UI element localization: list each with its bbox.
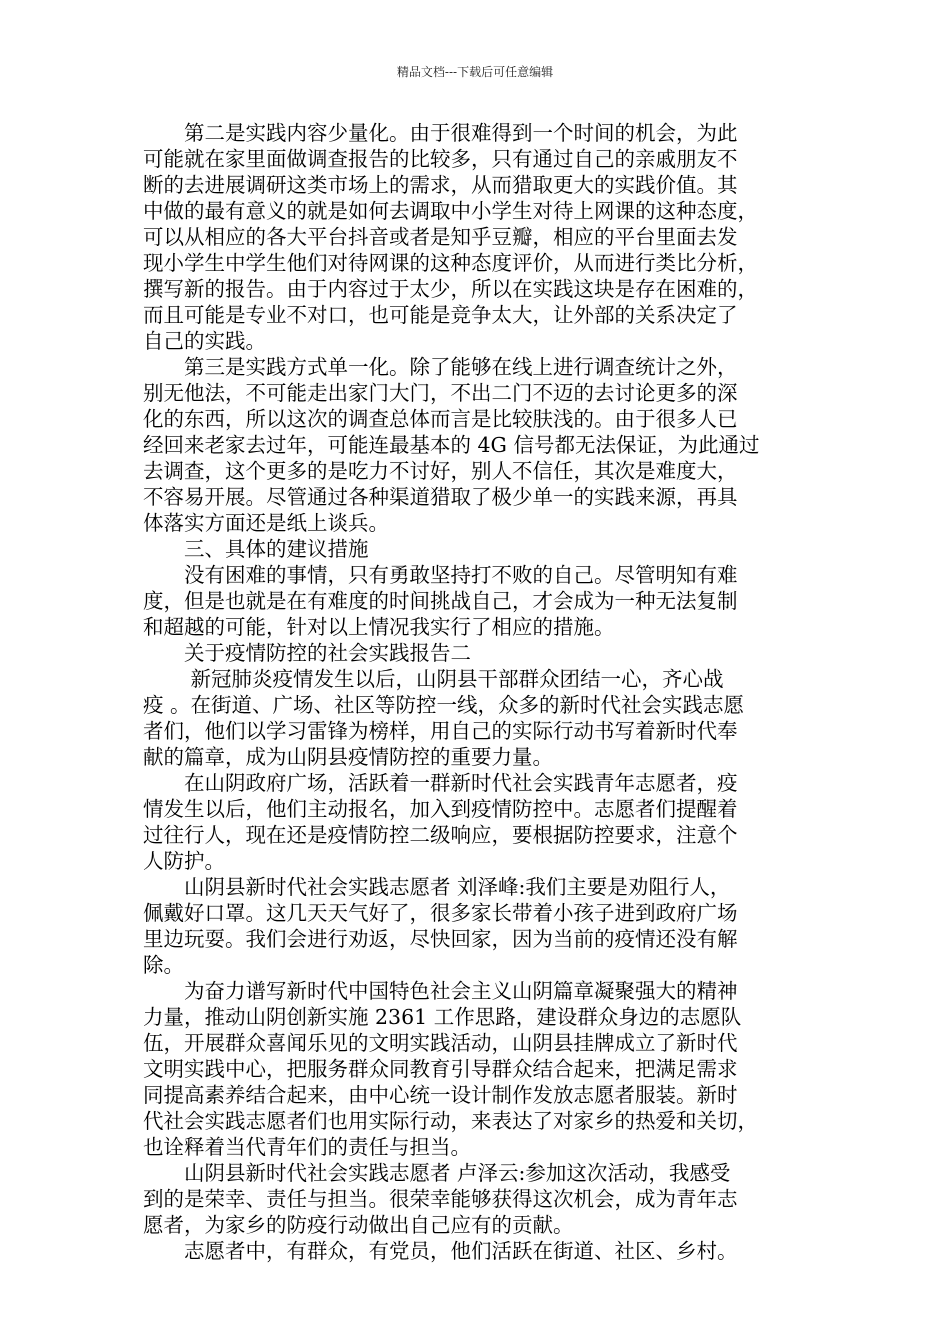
text-line: 撰写新的报告。由于内容过于太少，所以在实践这块是存在困难的， — [143, 277, 758, 301]
text-line: 化的东西，所以这次的调查总体而言是比较肤浅的。由于很多人已 — [143, 407, 738, 431]
text-line: 者们，他们以学习雷锋为榜样，用自己的实际行动书写着新时代奉 — [143, 719, 738, 743]
text-line: 现小学生中学生他们对待网课的这种态度评价，从而进行类比分析， — [143, 251, 758, 275]
text-line: 去调查，这个更多的是吃力不讨好，别人不信任，其次是难度大， — [143, 459, 738, 483]
text-line: 没有困难的事情，只有勇敢坚持打不败的自己。尽管明知有难 — [143, 563, 738, 587]
text-line: 不容易开展。尽管通过各种渠道猎取了极少单一的实践来源，再具 — [143, 485, 738, 509]
text-line: 第二是实践内容少量化。由于很难得到一个时间的机会，为此 — [143, 121, 738, 145]
text-line: 断的去进展调研这类市场上的需求，从而猎取更大的实践价值。其 — [143, 173, 738, 197]
text-line: 山阴县新时代社会实践志愿者 卢泽云:参加这次活动，我感受 — [143, 1161, 731, 1185]
text-line: 到的是荣幸、责任与担当。很荣幸能够获得这次机会，成为青年志 — [143, 1187, 738, 1211]
text-line: 新冠肺炎疫情发生以后，山阴县干部群众团结一心，齐心战 — [143, 667, 724, 691]
text-line: 除。 — [143, 953, 184, 977]
text-line: 代社会实践志愿者们也用实际行动，来表达了对家乡的热爱和关切， — [143, 1109, 758, 1133]
text-line: 同提高素养结合起来，由中心统一设计制作发放志愿者服装。新时 — [143, 1083, 738, 1107]
text-line: 过往行人，现在还是疫情防控二级响应，要根据防控要求，注意个 — [143, 823, 738, 847]
text-line: 三、具体的建议措施 — [143, 537, 369, 561]
text-line: 里边玩耍。我们会进行劝返，尽快回家，因为当前的疫情还没有解 — [143, 927, 738, 951]
text-line: 佩戴好口罩。这几天天气好了，很多家长带着小孩子进到政府广场 — [143, 901, 738, 925]
text-line: 为奋力谱写新时代中国特色社会主义山阴篇章凝聚强大的精神 — [143, 979, 738, 1003]
text-line: 体落实方面还是纸上谈兵。 — [143, 511, 389, 535]
page-header: 精品文档---下载后可任意编辑 — [396, 65, 554, 79]
text-line: 文明实践中心，把服务群众同教育引导群众结合起来，把满足需求 — [143, 1057, 738, 1081]
document-body — [143, 120, 807, 1264]
text-line: 度，但是也就是在有难度的时间挑战自己，才会成为一种无法复制 — [143, 589, 738, 613]
text-line: 第三是实践方式单一化。除了能够在线上进行调查统计之外， — [143, 355, 738, 379]
text-line: 别无他法，不可能走出家门大门，不出二门不迈的去讨论更多的深 — [143, 381, 738, 405]
text-line: 山阴县新时代社会实践志愿者 刘泽峰:我们主要是劝阻行人， — [143, 875, 731, 899]
text-line: 愿者，为家乡的防疫行动做出自己应有的贡献。 — [143, 1213, 574, 1237]
text-line: 而且可能是专业不对口，也可能是竞争太大，让外部的关系决定了 — [143, 303, 738, 327]
text-line: 中做的最有意义的就是如何去调取中小学生对待上网课的这种态度， — [143, 199, 758, 223]
text-line: 情发生以后，他们主动报名，加入到疫情防控中。志愿者们提醒着 — [143, 797, 738, 821]
text-line: 可以从相应的各大平台抖音或者是知乎豆瓣，相应的平台里面去发 — [143, 225, 738, 249]
text-line: 人防护。 — [143, 849, 225, 873]
text-line: 也诠释着当代青年们的责任与担当。 — [143, 1135, 471, 1159]
text-line: 在山阴政府广场，活跃着一群新时代社会实践青年志愿者，疫 — [143, 771, 738, 795]
text-line: 力量，推动山阴创新实施 2361 工作思路，建设群众身边的志愿队 — [143, 1005, 742, 1029]
text-line: 志愿者中，有群众，有党员，他们活跃在街道、社区、乡村。 — [143, 1239, 738, 1263]
text-line: 可能就在家里面做调查报告的比较多，只有通过自己的亲戚朋友不 — [143, 147, 738, 171]
text-line: 经回来老家去过年，可能连最基本的 4G 信号都无法保证，为此通过 — [143, 433, 760, 457]
text-line: 献的篇章，成为山阴县疫情防控的重要力量。 — [143, 745, 553, 769]
text-line: 伍，开展群众喜闻乐见的文明实践活动，山阴县挂牌成立了新时代 — [143, 1031, 738, 1055]
text-line: 疫 。在街道、广场、社区等防控一线，众多的新时代社会实践志愿 — [143, 693, 745, 717]
text-line: 关于疫情防控的社会实践报告二 — [143, 641, 471, 665]
text-line: 和超越的可能，针对以上情况我实行了相应的措施。 — [143, 615, 615, 639]
text-line: 自己的实践。 — [143, 329, 266, 353]
